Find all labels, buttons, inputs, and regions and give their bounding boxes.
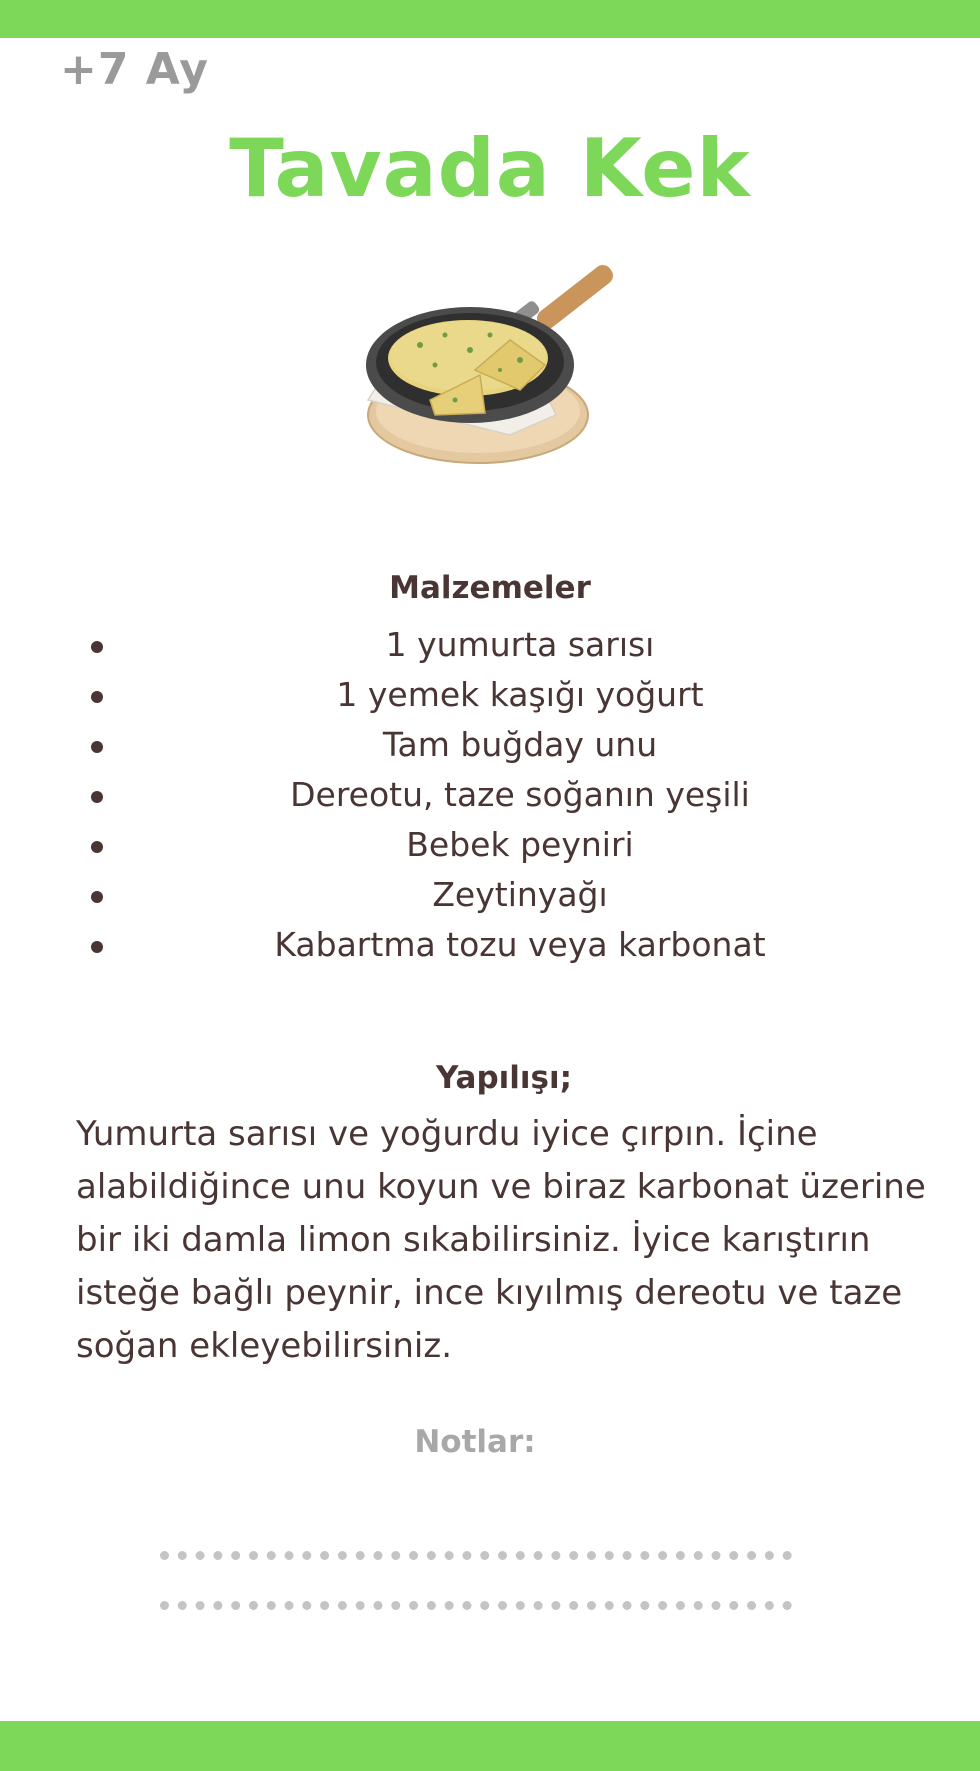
ingredient-text: 1 yemek kaşığı yoğurt (336, 675, 704, 714)
ingredients-list (0, 620, 980, 970)
bullet-icon (91, 691, 103, 703)
bullet-icon (91, 941, 103, 953)
notes-line (160, 1601, 792, 1610)
ingredient-text: Dereotu, taze soğanın yeşili (290, 775, 750, 814)
notes-line (160, 1551, 792, 1560)
ingredient-text: Zeytinyağı (432, 875, 608, 914)
list-item (0, 820, 980, 870)
notes-heading: Notlar: (414, 1424, 536, 1460)
list-item (0, 870, 980, 920)
ingredient-text: Kabartma tozu veya karbonat (274, 925, 766, 964)
ingredient-text: Tam buğday unu (382, 725, 658, 764)
recipe-title: Tavada Kek (229, 122, 751, 215)
top-banner (0, 0, 980, 38)
ingredient-text: 1 yumurta sarısı (385, 625, 655, 664)
age-label: +7 Ay (60, 44, 209, 95)
frying-pan-cake-icon (360, 265, 630, 485)
bullet-icon (91, 641, 103, 653)
bullet-icon (91, 891, 103, 903)
list-item (0, 620, 980, 670)
bullet-icon (91, 841, 103, 853)
bullet-icon (91, 791, 103, 803)
bullet-icon (91, 741, 103, 753)
list-item (0, 770, 980, 820)
ingredients-heading: Malzemeler (389, 570, 591, 606)
method-heading: Yapılışı; (435, 1060, 573, 1096)
ingredient-text: Bebek peyniri (406, 825, 634, 864)
list-item (0, 720, 980, 770)
bottom-banner (0, 1721, 980, 1771)
list-item (0, 670, 980, 720)
method-text: Yumurta sarısı ve yoğurdu iyice çırpın. İçine alabildiğince unu koyun ve biraz karbonat üzerine bir iki damla limon sıkabilirsiniz. İyice karıştırın isteğe bağlı peynir, ince kıyılmış dereotu ve taze soğan ekleyebilirsiniz. (76, 1114, 926, 1366)
list-item (0, 920, 980, 970)
